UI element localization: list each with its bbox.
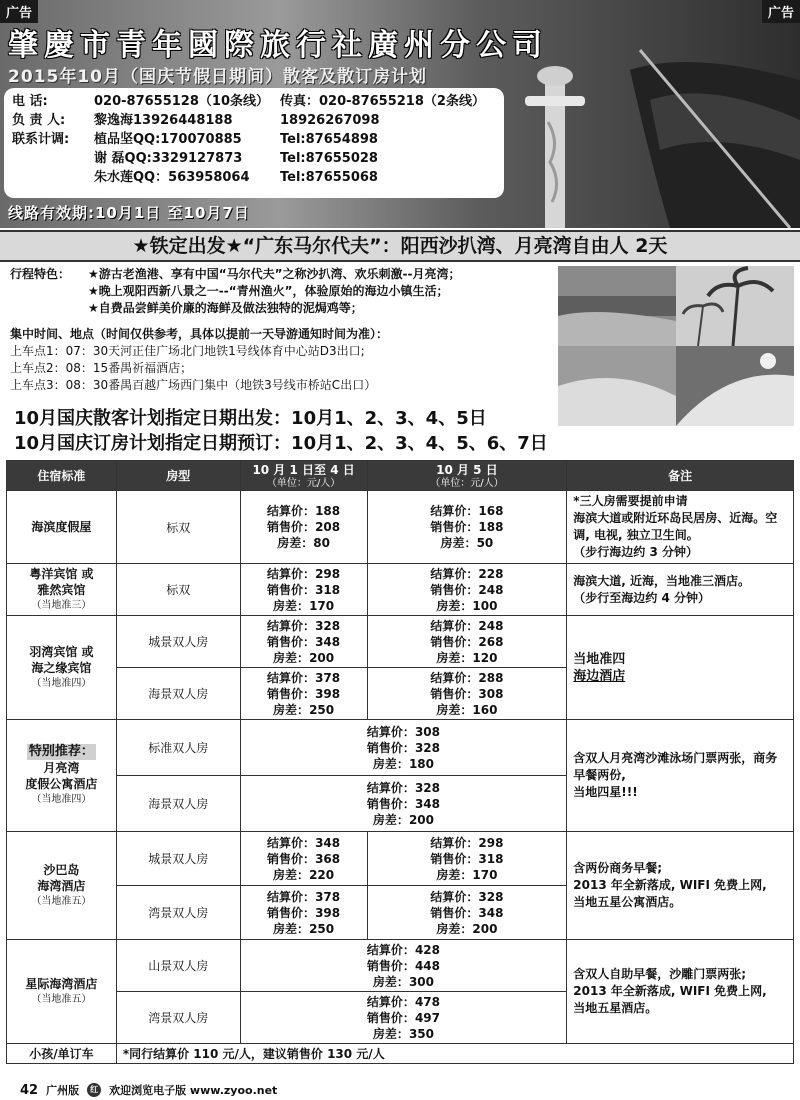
price-cell: 结算价：168 销售价：188 房差：50 <box>367 491 567 564</box>
contact-row <box>12 149 496 168</box>
booking-dates: 10月国庆订房计划指定日期预订：10月1、2、3、4、5、6、7日 <box>14 433 548 454</box>
contact-row <box>12 130 496 149</box>
remark-cell: 含双人月亮湾沙滩泳场门票两张，商务早餐两份, 当地四星!!! <box>567 720 794 832</box>
planner-qq: 谢 磊QQ:3329127873 <box>94 151 243 166</box>
room-type: 标双 <box>116 491 240 564</box>
phone-value: 020-87655128（10条线） <box>94 94 269 109</box>
planner-tel: Tel:87655068 <box>280 170 378 185</box>
footer-link[interactable]: 欢迎浏览电子版 www.zyoo.net <box>109 1084 278 1097</box>
planner-tel: Tel:87654898 <box>280 132 378 147</box>
departure-dates <box>14 406 548 456</box>
price-cell: 结算价：378 销售价：398 房差：250 <box>240 886 367 940</box>
pickup-point: 上车点1：07：30天河正佳广场北门地铁1号线体育中心站D3出口; <box>10 344 365 358</box>
hotel-name: 特别推荐： 月亮湾 度假公寓酒店 （当地准四） <box>7 720 117 832</box>
tour-dates: 10月国庆散客计划指定日期出发：10月1、2、3、4、5日 <box>14 408 487 429</box>
red-flag-illustration <box>610 40 800 228</box>
room-type: 城景双人房 <box>116 832 240 886</box>
company-name: 肇慶市青年國際旅行社廣州分公司 <box>8 28 548 63</box>
header-banner <box>0 0 800 228</box>
room-type: 标准双人房 <box>116 720 240 776</box>
huabiao-pillar-illustration <box>520 62 590 228</box>
table-row <box>7 940 794 992</box>
beach-photo-collage <box>558 266 794 426</box>
child-label: 小孩/单订车 <box>7 1044 117 1064</box>
page-number: 42 <box>20 1082 39 1098</box>
table-row <box>7 1044 794 1064</box>
price-cell: 结算价：478 销售价：497 房差：350 <box>240 992 567 1044</box>
contact-label: 负 责 人: <box>12 113 66 128</box>
room-type: 湾景双人房 <box>116 992 240 1044</box>
contact-row <box>12 111 496 130</box>
plan-title: 2015年10月（国庆节假日期间）散客及散订房计划 <box>8 67 427 87</box>
edition-label: 广州版 <box>46 1084 80 1097</box>
hotel-name: 星际海湾酒店 （当地准五） <box>7 940 117 1044</box>
ad-tag-left: 广告 <box>0 0 38 23</box>
feature-row <box>10 300 555 317</box>
planner-qq: 朱水莲QQ：563958064 <box>94 170 250 185</box>
contact-box <box>4 88 504 198</box>
feature-item: ★游古老渔港、享有中国“马尔代夫”之称沙扒湾、欢乐刺激--月亮湾； <box>88 267 461 281</box>
remark-cell: 含双人自助早餐，沙雕门票两张; 2013 年全新落成, WIFI 免费上网, 当地五星酒店。 <box>567 940 794 1044</box>
table-row <box>7 491 794 564</box>
price-cell: 结算价：328 销售价：348 房差：200 <box>367 886 567 940</box>
contact-row <box>12 92 496 111</box>
pickup-point: 上车点2：08：15番禺祈福酒店； <box>10 361 193 375</box>
contact-label <box>12 168 94 187</box>
remark-cell: *三人房需要提前申请 海滨大道或附近环岛民居房、近海。空调, 电视, 独立卫生间。 （步行海边约 3 分钟） <box>567 491 794 564</box>
planner-tel: Tel:87655028 <box>280 151 378 166</box>
magazine-logo-icon: 红 <box>87 1083 101 1097</box>
table-row <box>7 616 794 668</box>
price-cell: 结算价：228 销售价：248 房差：100 <box>367 564 567 616</box>
meeting-title: 集中时间、地点（时间仅供参考，具体以提前一天导游通知时间为准）： <box>10 327 389 341</box>
header-note: 备注 <box>567 461 794 491</box>
price-table <box>6 460 794 1064</box>
feature-row <box>10 283 555 300</box>
room-type: 山景双人房 <box>116 940 240 992</box>
hotel-name: 粤洋宾馆 或 雅然宾馆 （当地准三） <box>7 564 117 616</box>
room-type: 海景双人房 <box>116 776 240 832</box>
contact-label <box>12 149 94 168</box>
recommend-badge: 特别推荐： <box>28 744 94 759</box>
manager-value: 黎逸海13926448188 <box>94 113 233 128</box>
price-cell: 结算价：298 销售价：318 房差：170 <box>240 564 367 616</box>
planner-qq: 植品坚QQ:170070885 <box>94 132 242 147</box>
price-cell: 结算价：428 销售价：448 房差：300 <box>240 940 567 992</box>
table-row <box>7 564 794 616</box>
price-cell: 结算价：298 销售价：318 房差：170 <box>367 832 567 886</box>
meeting-points <box>10 326 550 394</box>
hotel-name: 沙巴岛 海湾酒店 （当地准五） <box>7 832 117 940</box>
price-cell: 结算价：188 销售价：208 房差：80 <box>240 491 367 564</box>
price-cell: 结算价：328 销售价：348 房差：200 <box>240 616 367 668</box>
features-label: 行程特色： <box>10 267 71 281</box>
manager-phone: 18926267098 <box>280 113 380 128</box>
child-price: *同行结算价 110 元/人，建议销售价 130 元/人 <box>116 1044 793 1064</box>
header-col2: 10 月 5 日 （单位：元/人） <box>367 461 567 491</box>
header-col1: 10 月 1 日至 4 日 （单位：元/人） <box>240 461 367 491</box>
remark-cell: 含两份商务早餐; 2013 年全新落成, WIFI 免费上网, 当地五星公寓酒店。 <box>567 832 794 940</box>
room-type: 湾景双人房 <box>116 886 240 940</box>
itinerary-features <box>10 266 555 317</box>
room-type: 城景双人房 <box>116 616 240 668</box>
ad-tag-right: 广告 <box>762 0 800 23</box>
contact-label: 联系计调: <box>12 132 70 147</box>
header-standard: 住宿标准 <box>7 461 117 491</box>
feature-item: ★自费品尝鲜美价廉的海鲜及做法独特的泥焗鸡等； <box>88 301 363 315</box>
price-cell: 结算价：348 销售价：368 房差：220 <box>240 832 367 886</box>
route-title: ★铁定出发★“广东马尔代夫”：阳西沙扒湾、月亮湾自由人 2天 <box>0 230 800 262</box>
feature-item: ★晚上观阳西新八景之一--“青州渔火”，体验原始的海边小镇生活； <box>88 284 449 298</box>
remark-cell: 海滨大道, 近海，当地准三酒店。 （步行至海边约 4 分钟） <box>567 564 794 616</box>
hotel-name: 羽湾宾馆 或 海之缘宾馆 （当地准四） <box>7 616 117 720</box>
validity-period: 线路有效期:10月1日 至10月7日 <box>8 204 250 222</box>
contact-label: 电 话: <box>12 94 48 109</box>
header-room: 房型 <box>116 461 240 491</box>
price-cell: 结算价：308 销售价：328 房差：180 <box>240 720 567 776</box>
price-cell: 结算价：328 销售价：348 房差：200 <box>240 776 567 832</box>
remark-cell: 当地准四 海边酒店 <box>567 616 794 720</box>
room-type: 标双 <box>116 564 240 616</box>
contact-row <box>12 168 496 187</box>
table-header-row <box>7 461 794 491</box>
pickup-point: 上车点3：08：30番禺百越广场西门集中（地铁3号线市桥站C出口） <box>10 378 377 392</box>
price-cell: 结算价：248 销售价：268 房差：120 <box>367 616 567 668</box>
price-cell: 结算价：378 销售价：398 房差：250 <box>240 668 367 720</box>
page-footer <box>20 1082 277 1098</box>
table-row <box>7 720 794 776</box>
room-type: 海景双人房 <box>116 668 240 720</box>
feature-row <box>10 266 555 283</box>
fax-value: 传真：020-87655218（2条线） <box>280 94 485 109</box>
table-row <box>7 832 794 886</box>
price-cell: 结算价：288 销售价：308 房差：160 <box>367 668 567 720</box>
hotel-name: 海滨度假屋 <box>7 491 117 564</box>
